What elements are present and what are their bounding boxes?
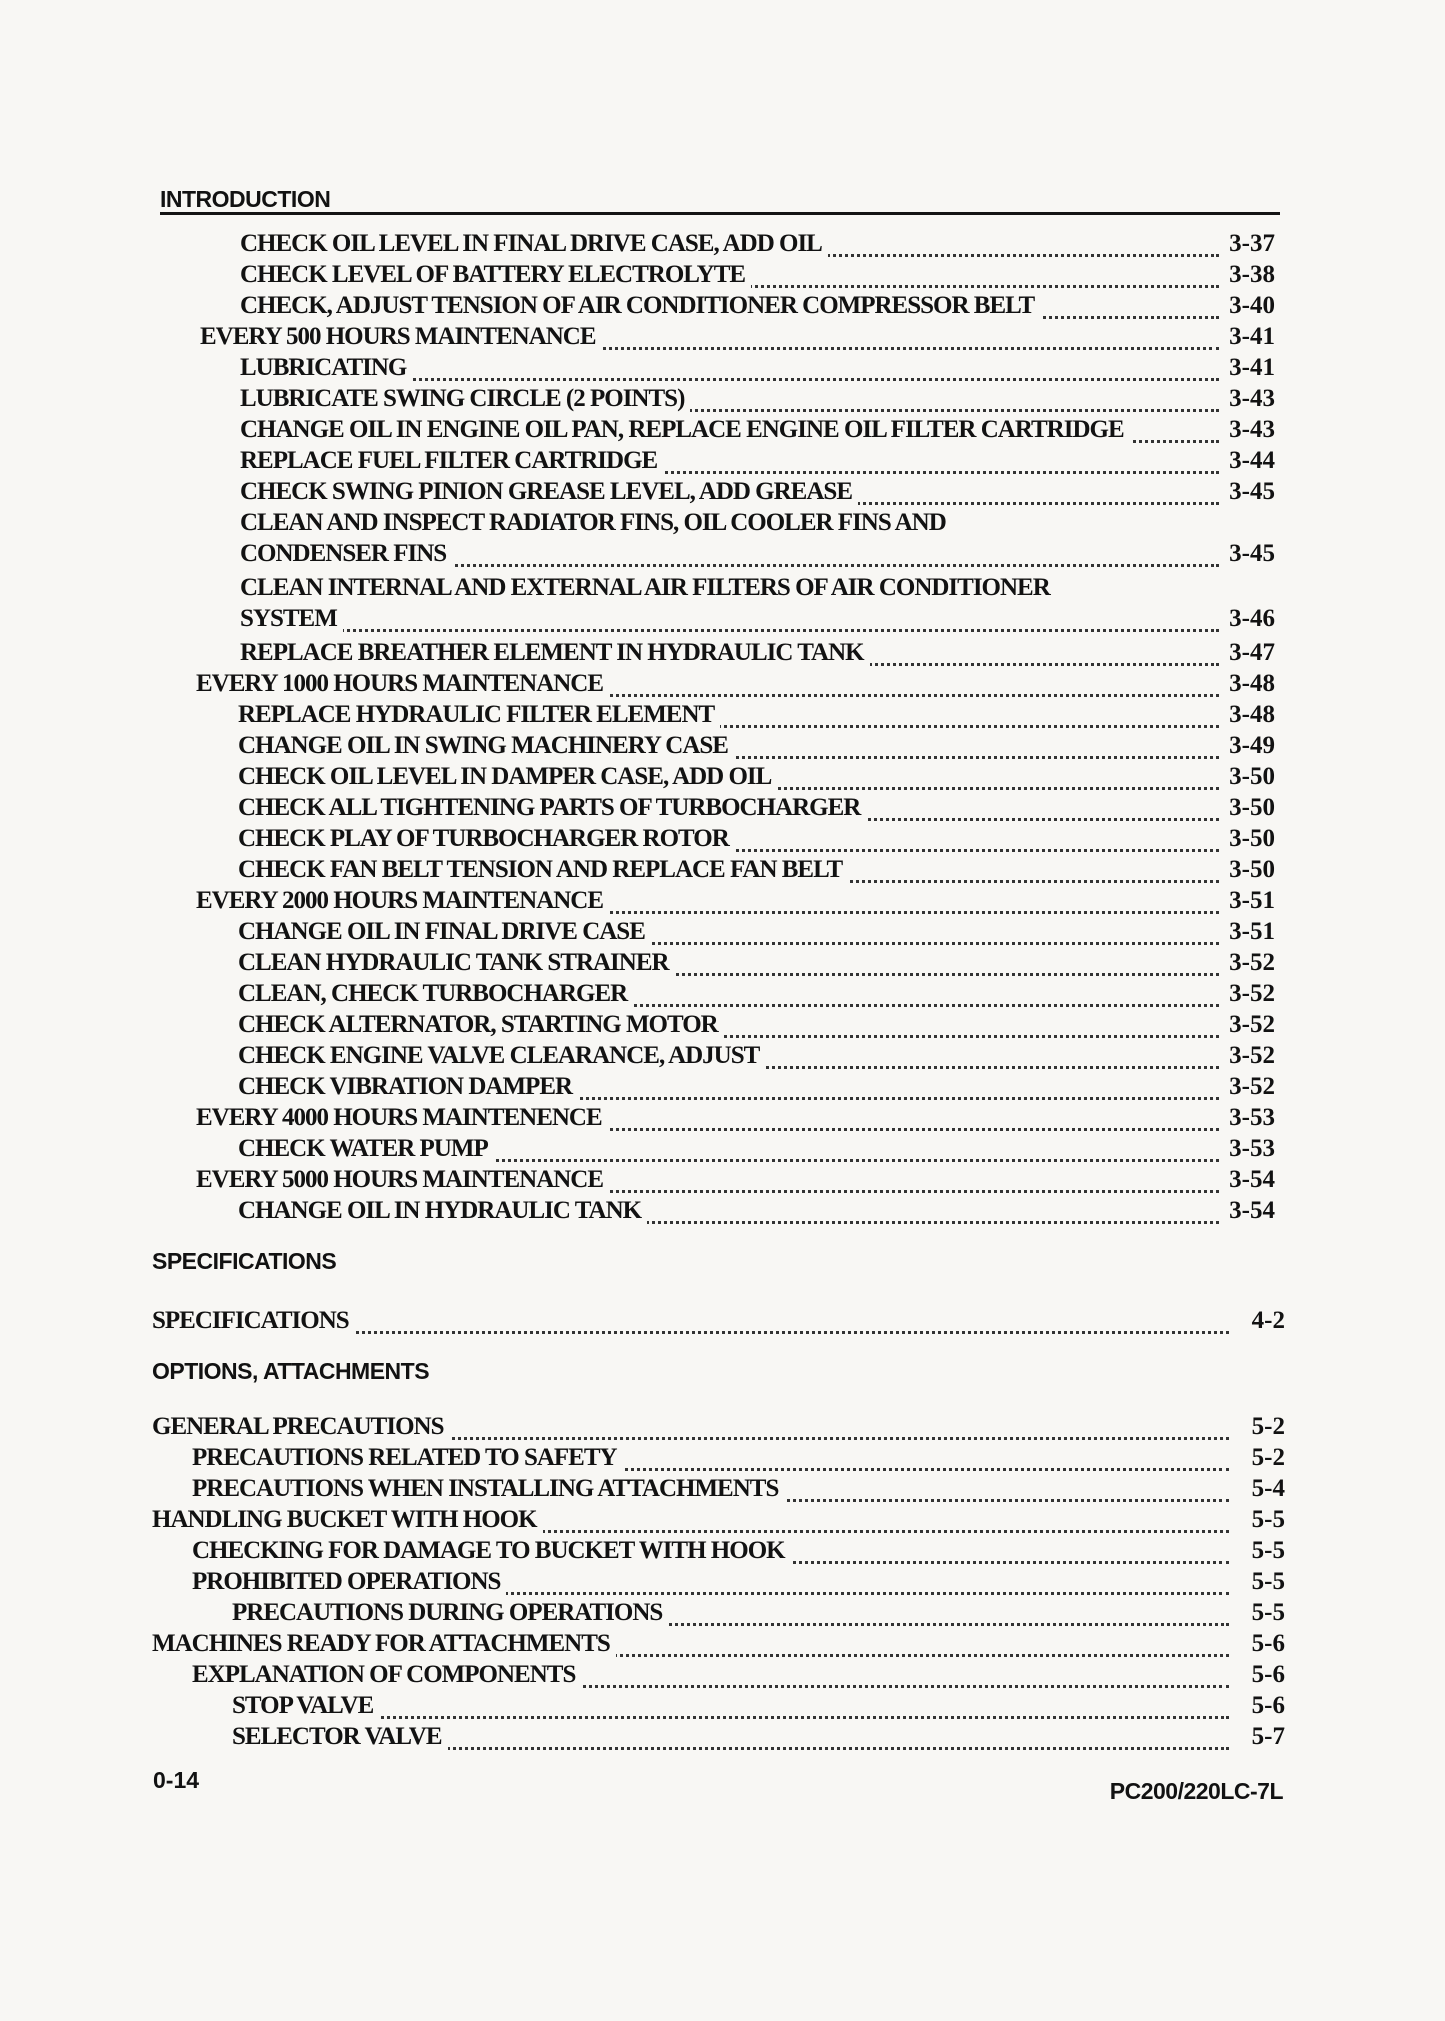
toc-entry[interactable] (240, 260, 1275, 290)
toc-entry[interactable] (192, 1536, 1285, 1566)
toc-entry[interactable] (238, 948, 1275, 978)
toc-entry-page: 5-6 (1246, 1629, 1285, 1659)
toc-entry[interactable] (240, 539, 1275, 569)
toc-entry-title: HANDLING BUCKET WITH HOOK (152, 1505, 543, 1535)
footer-page-number: 0-14 (153, 1767, 200, 1793)
toc-entry-title: SELECTOR VALVE (232, 1722, 448, 1752)
toc-entry-title: EVERY 500 HOURS MAINTENANCE (200, 322, 602, 352)
toc-entry[interactable] (152, 1412, 1285, 1442)
dot-leader (240, 629, 1219, 632)
toc-entry[interactable] (238, 700, 1275, 730)
toc-entry[interactable] (238, 855, 1275, 885)
toc-entry-title: CHANGE OIL IN HYDRAULIC TANK (238, 1196, 647, 1226)
toc-entry-title: PROHIBITED OPERATIONS (192, 1567, 506, 1597)
toc-entry-title: REPLACE HYDRAULIC FILTER ELEMENT (238, 700, 720, 730)
toc-entry-page: 3-54 (1223, 1196, 1275, 1226)
toc-entry-page: 5-5 (1246, 1567, 1285, 1597)
toc-entry-page: 3-54 (1223, 1165, 1275, 1195)
toc-entry[interactable] (192, 1443, 1285, 1473)
toc-entry[interactable] (240, 638, 1275, 668)
toc-entry-title: CHANGE OIL IN FINAL DRIVE CASE (238, 917, 651, 947)
toc-entry-wrapped-line: CLEAN INTERNAL AND EXTERNAL AIR FILTERS OF AIR CONDITIONER (240, 574, 1050, 601)
toc-entry-title: CHECK FAN BELT TENSION AND REPLACE FAN BELT (238, 855, 848, 885)
toc-entry[interactable] (192, 1474, 1285, 1504)
toc-entry-title: EXPLANATION OF COMPONENTS (192, 1660, 581, 1690)
toc-entry-page: 3-41 (1223, 322, 1275, 352)
toc-entry-title: GENERAL PRECAUTIONS (152, 1412, 449, 1442)
toc-entry[interactable] (152, 1306, 1285, 1336)
toc-entry-title: CHECK VIBRATION DAMPER (238, 1072, 578, 1102)
toc-entry[interactable] (238, 1134, 1275, 1164)
toc-entry-page: 5-6 (1246, 1660, 1285, 1690)
toc-entry[interactable] (232, 1722, 1285, 1752)
toc-entry-page: 4-2 (1246, 1306, 1285, 1336)
toc-entry-page: 3-50 (1223, 793, 1275, 823)
toc-entry-title: SYSTEM (240, 604, 343, 634)
toc-entry[interactable] (238, 793, 1275, 823)
toc-entry-page: 5-7 (1246, 1722, 1285, 1752)
toc-entry[interactable] (240, 384, 1275, 414)
toc-entry-title: CHECK SWING PINION GREASE LEVEL, ADD GREASE (240, 477, 858, 507)
toc-entry-page: 3-49 (1223, 731, 1275, 761)
toc-entry-title: CHECK WATER PUMP (238, 1134, 494, 1164)
toc-entry-title: CHECK, ADJUST TENSION OF AIR CONDITIONER COMPRESSOR BELT (240, 291, 1040, 321)
toc-entry-title: EVERY 2000 HOURS MAINTENANCE (196, 886, 609, 916)
toc-entry-page: 3-53 (1223, 1134, 1275, 1164)
toc-entry-title: CHECK PLAY OF TURBOCHARGER ROTOR (238, 824, 735, 854)
toc-entry[interactable] (240, 291, 1275, 321)
toc-entry-page: 5-5 (1246, 1598, 1285, 1628)
toc-entry[interactable] (240, 477, 1275, 507)
toc-entry-wrapped-line: CLEAN AND INSPECT RADIATOR FINS, OIL COOLER FINS AND (240, 509, 946, 536)
toc-entry-page: 3-40 (1223, 291, 1275, 321)
toc-entry[interactable] (238, 824, 1275, 854)
toc-entry[interactable] (238, 1196, 1275, 1226)
toc-entry-page: 3-44 (1223, 446, 1275, 476)
toc-entry[interactable] (196, 1103, 1275, 1133)
dot-leader (232, 1716, 1229, 1719)
toc-entry-title: LUBRICATING (240, 353, 412, 383)
toc-entry-title: CONDENSER FINS (240, 539, 452, 569)
toc-entry[interactable] (240, 604, 1275, 634)
toc-entry[interactable] (240, 353, 1275, 383)
toc-entry[interactable] (200, 322, 1275, 352)
toc-entry-page: 5-5 (1246, 1505, 1285, 1535)
toc-entry[interactable] (232, 1691, 1285, 1721)
toc-entry[interactable] (238, 1010, 1275, 1040)
page-header-title: INTRODUCTION (160, 186, 331, 212)
toc-entry-page: 3-53 (1223, 1103, 1275, 1133)
toc-entry-page: 3-45 (1223, 539, 1275, 569)
toc-entry-page: 3-47 (1223, 638, 1275, 668)
toc-entry[interactable] (240, 415, 1275, 445)
toc-entry-title: CHECK ALTERNATOR, STARTING MOTOR (238, 1010, 724, 1040)
section-heading-specifications: SPECIFICATIONS (152, 1248, 337, 1274)
toc-entry[interactable] (192, 1660, 1285, 1690)
toc-entry[interactable] (196, 1165, 1275, 1195)
toc-entry-page: 3-51 (1223, 886, 1275, 916)
toc-entry-page: 3-48 (1223, 669, 1275, 699)
toc-entry[interactable] (238, 762, 1275, 792)
toc-entry-page: 3-52 (1223, 1010, 1275, 1040)
toc-entry-title: LUBRICATE SWING CIRCLE (2 POINTS) (240, 384, 690, 414)
toc-entry-page: 3-50 (1223, 762, 1275, 792)
toc-entry[interactable] (196, 886, 1275, 916)
toc-entry-title: CHANGE OIL IN SWING MACHINERY CASE (238, 731, 734, 761)
toc-entry-title: CHANGE OIL IN ENGINE OIL PAN, REPLACE ENGINE OIL FILTER CARTRIDGE (240, 415, 1130, 445)
toc-entry[interactable] (238, 1041, 1275, 1071)
toc-entry-title: CHECK ALL TIGHTENING PARTS OF TURBOCHARGER (238, 793, 866, 823)
toc-entry-page: 5-5 (1246, 1536, 1285, 1566)
toc-entry[interactable] (240, 446, 1275, 476)
toc-entry-page: 3-37 (1223, 229, 1275, 259)
toc-entry-title: CLEAN, CHECK TURBOCHARGER (238, 979, 633, 1009)
toc-entry-page: 3-38 (1223, 260, 1275, 290)
toc-entry-title: REPLACE BREATHER ELEMENT IN HYDRAULIC TANK (240, 638, 870, 668)
toc-entry-page: 5-2 (1246, 1443, 1285, 1473)
toc-entry-title: CHECK OIL LEVEL IN FINAL DRIVE CASE, ADD OIL (240, 229, 828, 259)
toc-entry[interactable] (238, 917, 1275, 947)
toc-entry[interactable] (196, 669, 1275, 699)
toc-entry-title: PRECAUTIONS WHEN INSTALLING ATTACHMENTS (192, 1474, 784, 1504)
toc-entry-page: 5-6 (1246, 1691, 1285, 1721)
toc-entry-page: 3-43 (1223, 384, 1275, 414)
toc-entry-page: 3-52 (1223, 979, 1275, 1009)
toc-entry[interactable] (240, 229, 1275, 259)
toc-entry-title: EVERY 5000 HOURS MAINTENANCE (196, 1165, 609, 1195)
toc-entry-page: 5-2 (1246, 1412, 1285, 1442)
toc-entry-title: CHECK LEVEL OF BATTERY ELECTROLYTE (240, 260, 751, 290)
toc-entry-title: CHECKING FOR DAMAGE TO BUCKET WITH HOOK (192, 1536, 791, 1566)
toc-entry-title: MACHINES READY FOR ATTACHMENTS (152, 1629, 616, 1659)
toc-entry-title: PRECAUTIONS DURING OPERATIONS (232, 1598, 668, 1628)
toc-entry-title: CLEAN HYDRAULIC TANK STRAINER (238, 948, 675, 978)
toc-entry[interactable] (238, 731, 1275, 761)
toc-entry-title: STOP VALVE (232, 1691, 379, 1721)
toc-entry-page: 3-52 (1223, 1041, 1275, 1071)
toc-entry-title: SPECIFICATIONS (152, 1306, 355, 1336)
toc-entry-page: 3-46 (1223, 604, 1275, 634)
toc-entry-page: 5-4 (1246, 1474, 1285, 1504)
toc-entry-title: REPLACE FUEL FILTER CARTRIDGE (240, 446, 663, 476)
toc-entry-page: 3-52 (1223, 948, 1275, 978)
toc-entry-title: EVERY 1000 HOURS MAINTENANCE (196, 669, 609, 699)
section-heading-options: OPTIONS, ATTACHMENTS (152, 1358, 430, 1384)
toc-entry-page: 3-48 (1223, 700, 1275, 730)
toc-entry-page: 3-52 (1223, 1072, 1275, 1102)
footer-model-name: PC200/220LC-7L (1109, 1778, 1283, 1804)
toc-entry[interactable] (152, 1629, 1285, 1659)
toc-entry-title: EVERY 4000 HOURS MAINTENENCE (196, 1103, 608, 1133)
toc-entry[interactable] (232, 1598, 1285, 1628)
toc-entry[interactable] (192, 1567, 1285, 1597)
toc-entry[interactable] (152, 1505, 1285, 1535)
toc-entry-page: 3-51 (1223, 917, 1275, 947)
toc-entry-title: CHECK OIL LEVEL IN DAMPER CASE, ADD OIL (238, 762, 777, 792)
toc-entry-title: PRECAUTIONS RELATED TO SAFETY (192, 1443, 623, 1473)
toc-entry[interactable] (238, 1072, 1275, 1102)
toc-entry-page: 3-43 (1223, 415, 1275, 445)
toc-entry[interactable] (238, 979, 1275, 1009)
toc-entry-page: 3-45 (1223, 477, 1275, 507)
toc-entry-page: 3-50 (1223, 855, 1275, 885)
toc-entry-title: CHECK ENGINE VALVE CLEARANCE, ADJUST (238, 1041, 765, 1071)
toc-entry-page: 3-41 (1223, 353, 1275, 383)
toc-entry-page: 3-50 (1223, 824, 1275, 854)
